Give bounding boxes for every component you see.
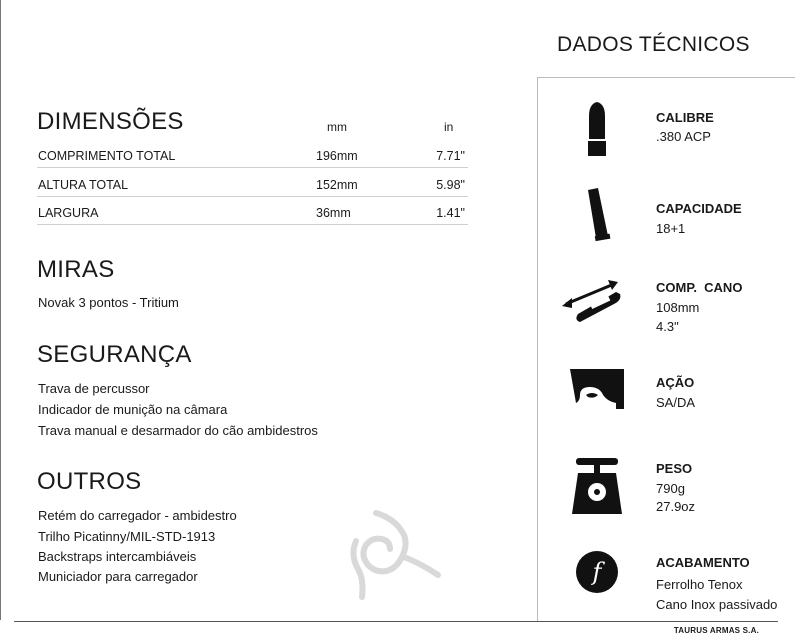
dimensions-title: DIMENSÕES (37, 108, 184, 135)
col-header-mm: mm (327, 120, 347, 134)
spec-label: COMP. CANO (656, 280, 743, 295)
dim-mm: 152mm (316, 178, 358, 192)
list-item: Novak 3 pontos - Tritium (38, 295, 179, 310)
spec-label: AÇÃO (656, 375, 695, 390)
list-item: Retém do carregador - ambidestro (38, 508, 237, 523)
spec-value: Ferrolho Tenox (656, 577, 743, 592)
dim-in: 7.71" (436, 149, 465, 163)
list-item: Trilho Picatinny/MIL-STD-1913 (38, 529, 216, 544)
dim-mm: 196mm (316, 149, 358, 163)
spec-value: 108mm (656, 300, 700, 315)
bottom-divider (14, 621, 778, 622)
others-title: OUTROS (37, 468, 142, 495)
spec-label: CALIBRE (656, 110, 714, 125)
table-row (37, 146, 468, 168)
dim-name: ALTURA TOTAL (38, 178, 129, 192)
list-item: Trava de percussor (38, 381, 150, 396)
dim-name: LARGURA (38, 206, 99, 220)
tech-data-panel (537, 77, 795, 622)
table-row (37, 175, 468, 197)
dim-name: COMPRIMENTO TOTAL (38, 149, 176, 163)
finish-icon (566, 550, 628, 612)
spec-label: PESO (656, 461, 693, 476)
spec-label: CAPACIDADE (656, 201, 742, 216)
bullet-icon (566, 98, 628, 160)
spec-value: .380 ACP (656, 129, 711, 144)
dim-mm: 36mm (316, 206, 351, 220)
spec-value: 4.3" (656, 319, 679, 334)
sights-title: MIRAS (37, 256, 115, 283)
bull-logo-watermark-icon (346, 505, 446, 605)
spec-label: ACABAMENTO (656, 555, 750, 570)
barrel-length-icon (560, 270, 630, 332)
footer-company: TAURUS ARMAS S.A. (673, 626, 759, 635)
list-item: Municiador para carregador (38, 569, 198, 584)
scale-icon (566, 456, 628, 518)
col-header-in: in (444, 120, 454, 134)
tech-data-title: DADOS TÉCNICOS (557, 33, 750, 56)
spec-value: 790g (656, 481, 685, 496)
list-item: Trava manual e desarmador do cão ambidestros (38, 423, 318, 438)
svg-text:f: f (592, 558, 602, 586)
spec-value: Cano Inox passivado (656, 597, 778, 612)
safety-title: SEGURANÇA (37, 341, 192, 368)
magazine-icon (566, 186, 628, 248)
spec-value: SA/DA (656, 395, 696, 410)
list-item: Backstraps intercambiáveis (38, 549, 197, 564)
spec-value: 18+1 (656, 221, 686, 236)
page-left-border (0, 0, 1, 620)
table-row (37, 203, 468, 225)
spec-value: 27.9oz (656, 499, 696, 514)
list-item: Indicador de munição na câmara (38, 402, 228, 417)
dim-in: 1.41" (436, 206, 465, 220)
action-icon (566, 363, 628, 425)
dim-in: 5.98" (436, 178, 465, 192)
